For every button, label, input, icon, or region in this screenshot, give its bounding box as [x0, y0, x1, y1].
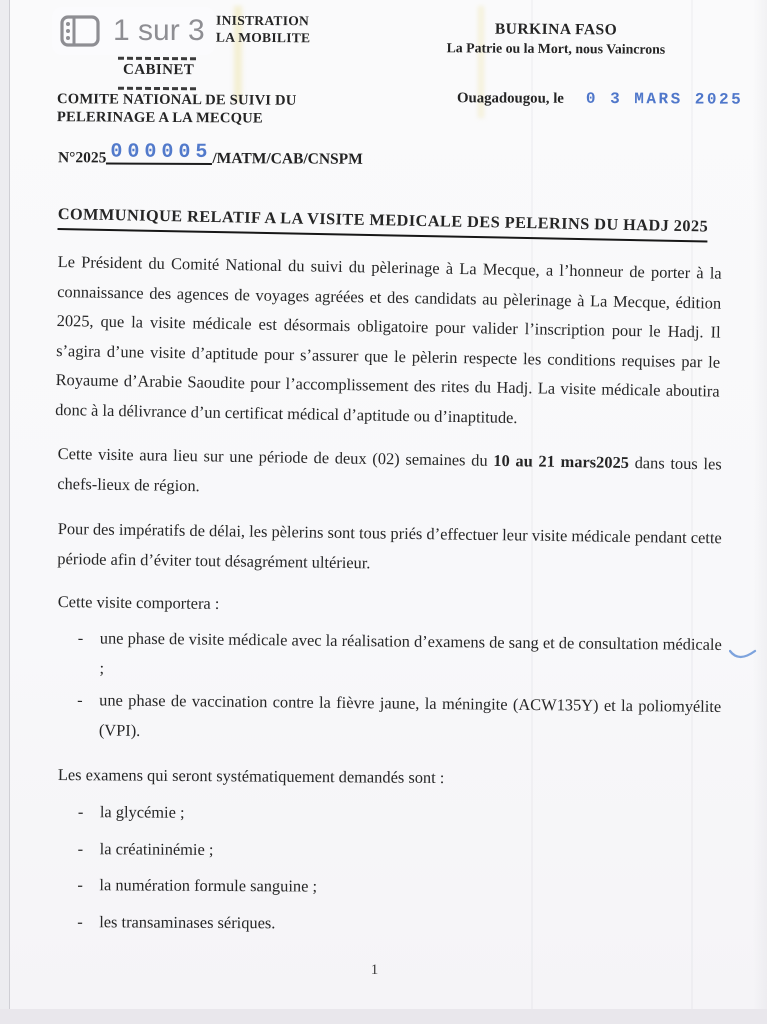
- place-label: Ouagadougou, le: [456, 90, 564, 107]
- exams-lead: Les examens qui seront systématiquement demandés sont :: [57, 764, 445, 787]
- period-text-after: dans tous les chefs-lieux de région.: [57, 452, 722, 495]
- paragraph-intro: Le Président du Comité National du suivi du pèlerinage à La Mecque, a l’honneur de porter à la connaissance des agences de voyages agréées et des candidats au pèlerinage à La Mecque, édition 2025, que la visite médicale est désormais obligatoire pour valider l’inscription pour le Hadj. Il s’agira d’une visite d’aptitude pour s’assurer que le pèlerin respecte les conditions requises par le Royaume d’Arabie Saoudite pour l’accomplissement des rites du Hadj. La visite médicale aboutira donc à la délivrance d’un certificat médical d’aptitude ou d’inaptitude.: [55, 251, 722, 427]
- page-indicator-label: 1 sur 3: [113, 14, 205, 47]
- document-page: [9, 0, 767, 1009]
- ministry-line-2: LA MOBILITE: [215, 29, 311, 45]
- reference-number: [57, 140, 363, 169]
- page-thumbnails-icon: [60, 15, 100, 47]
- committee-line-1: COMITE NATIONAL DE SUIVI DU: [57, 91, 297, 109]
- reference-stamp-number: 000005: [110, 140, 213, 165]
- pen-check-mark: [729, 647, 757, 663]
- dash-bullet: -: [77, 627, 84, 647]
- dateline: [457, 89, 743, 108]
- communique-title: COMMUNIQUE RELATIF A LA VISITE MEDICALE DES PELERINS DU HADJ 2025: [58, 204, 709, 242]
- page-indicator[interactable]: [52, 7, 215, 55]
- period-dates-bold: 10 au 21 mars2025: [493, 450, 630, 472]
- dashed-separator: [118, 57, 196, 61]
- visit-components-list: [57, 623, 722, 751]
- reference-blank-underline: [106, 140, 213, 165]
- viewer-left-edge: [0, 0, 9, 1009]
- ministry-line-1: INISTRATION: [216, 12, 310, 29]
- country-motto: La Patrie ou la Mort, nous Vaincrons: [446, 40, 666, 57]
- list-item: - la numération formule sanguine ;: [77, 870, 721, 903]
- date-stamp: 0 3 MARS 2025: [585, 89, 744, 109]
- list-item: - les transaminases sériques.: [77, 907, 721, 940]
- dash-bullet: -: [77, 838, 84, 858]
- committee-name: [57, 91, 297, 128]
- page-number: 1: [370, 962, 379, 978]
- ministry-header-fragment: [216, 13, 311, 47]
- period-text-before: Cette visite aura lieu sur une période de deux (02) semaines du: [57, 443, 494, 470]
- visit-components-lead: Cette visite comportera :: [57, 591, 220, 613]
- country-header: [428, 20, 684, 58]
- country-name: BURKINA FASO: [494, 20, 618, 39]
- dashed-separator: [118, 87, 196, 91]
- paragraph-period: [57, 439, 722, 508]
- reference-prefix: N°2025: [57, 149, 107, 167]
- document-body: [55, 200, 722, 943]
- dash-bullet: -: [77, 689, 83, 709]
- committee-line-2: PELERINAGE A LA MECQUE: [56, 108, 263, 127]
- paragraph-deadline: Pour des impératifs de délai, les pèlerins sont tous priés d’effectuer leur visite médicale pendant cette période afin d’éviter tout désagrément ultérieur.: [57, 518, 722, 572]
- dash-bullet: -: [77, 911, 83, 931]
- dash-bullet: -: [77, 802, 84, 822]
- list-item: - une phase de visite médicale avec la réalisation d’examens de sang et de consultation médicale ;: [77, 623, 722, 689]
- cabinet-label: CABINET: [122, 61, 195, 79]
- list-item: - la créatininémie ;: [78, 834, 722, 867]
- exams-list: [57, 797, 722, 940]
- list-item: - la glycémie ;: [78, 797, 722, 830]
- list-item: - une phase de vaccination contre la fièvre jaune, la méningite (ACW135Y) et la poliomyélite (VPI).: [77, 685, 722, 751]
- paper-edge-shadow: [753, 0, 767, 1009]
- dash-bullet: -: [77, 875, 83, 895]
- reference-suffix: /MATM/CAB/CNSPM: [212, 150, 363, 168]
